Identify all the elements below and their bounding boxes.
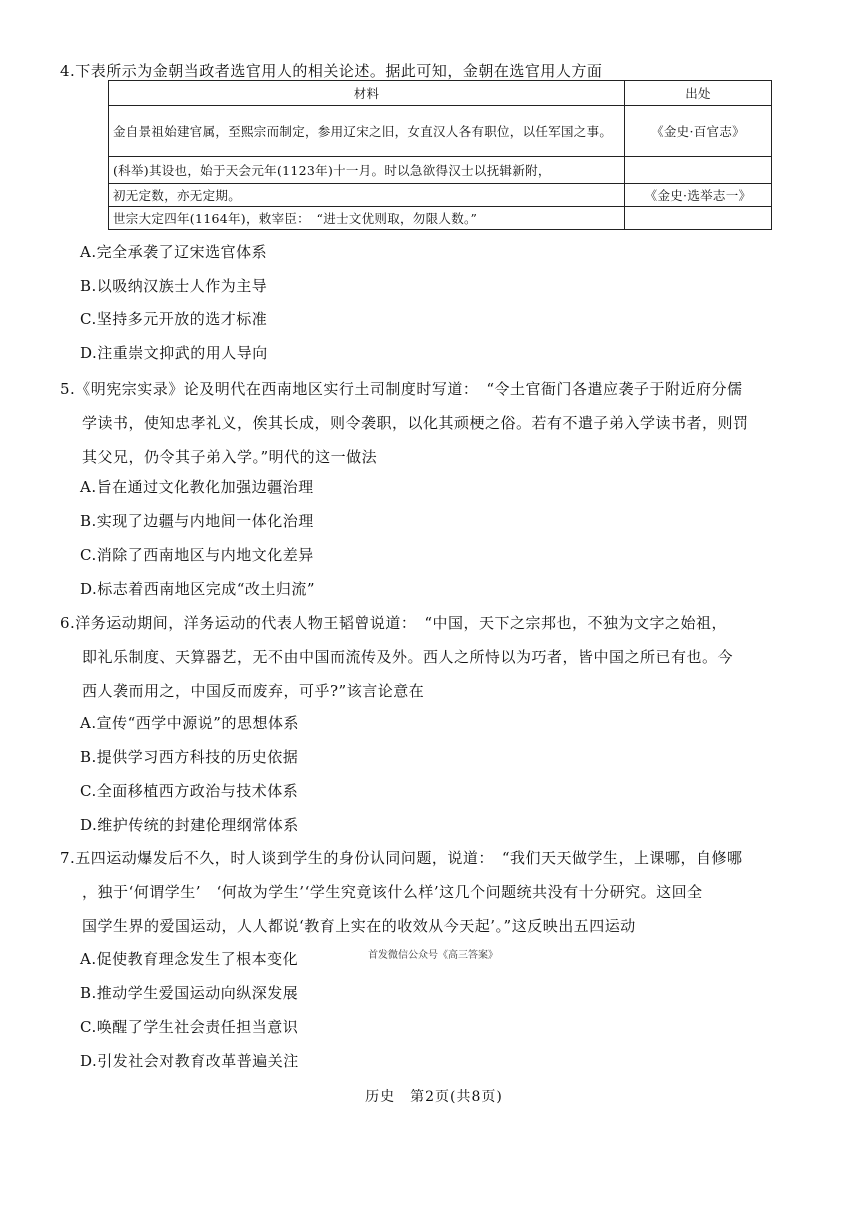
table-cell-material: 初无定数，亦无定期。	[109, 184, 625, 207]
question-5-option-d: D.标志着西南地区完成“改土归流”	[80, 580, 316, 598]
question-7-option-d: D.引发社会对教育改革普遍关注	[80, 1052, 299, 1070]
question-7-line-2: ，独于‘何谓学生’ ‘何故为学生’‘学生究竟该什么样’这几个问题统共没有十分研究。这回全	[82, 883, 703, 901]
table-cell-source: 《金史·百官志》	[625, 106, 772, 157]
watermark-text: 首发微信公众号《高三答案》	[368, 950, 498, 961]
question-7-option-b: B.推动学生爱国运动向纵深发展	[80, 984, 299, 1002]
question-6-option-d: D.维护传统的封建伦理纲常体系	[80, 816, 299, 834]
question-5-line-3: 其父兄，仍令其子弟入学。”明代的这一做法	[82, 448, 378, 466]
table-row	[109, 106, 772, 157]
question-7-option-a: A.促使教育理念发生了根本变化	[80, 950, 299, 968]
table-cell-material: (科举)其设也，始于天会元年(1123年)十一月。时以急欲得汉士以抚辑新附，	[109, 157, 625, 184]
question-5-stem	[60, 372, 820, 474]
question-5-option-a: A.旨在通过文化教化加强边疆治理	[80, 478, 314, 496]
table-cell-source	[625, 207, 772, 230]
question-6-option-c: C.全面移植西方政治与技术体系	[80, 782, 299, 800]
question-6-option-a: A.宣传“西学中源说”的思想体系	[80, 714, 299, 732]
question-4-option-d: D.注重崇文抑武的用人导向	[80, 344, 268, 362]
question-4-option-b: B.以吸纳汉族士人作为主导	[80, 277, 268, 295]
question-5-line-2: 学读书，使知忠孝礼义，俟其长成，则令袭职，以化其顽梗之俗。若有不遣子弟入学读书者，则罚	[82, 414, 749, 432]
table-header-source: 出处	[625, 81, 772, 106]
question-7-line-3: 国学生界的爱国运动，人人都说‘教育上实在的收效从今天起’。”这反映出五四运动	[82, 917, 636, 935]
table-cell-source: 《金史·选举志一》	[625, 184, 772, 207]
question-4-source-table	[108, 80, 772, 230]
question-6-line-2: 即礼乐制度、天算器艺，无不由中国而流传及外。西人之所恃以为巧者，皆中国之所已有也。今	[82, 648, 734, 666]
table-row	[109, 207, 772, 230]
page-footer: 历史 第2页(共8页)	[365, 1089, 503, 1105]
table-row	[109, 184, 772, 207]
question-6-stem	[60, 606, 820, 708]
table-row	[109, 157, 772, 184]
question-6-line-3: 西人袭而用之，中国反而废弃，可乎?”该言论意在	[82, 682, 425, 700]
question-7-line-1: 7.五四运动爆发后不久，时人谈到学生的身份认同问题，说道： “我们天天做学生，上课哪，自修哪	[60, 849, 743, 867]
question-5-option-b: B.实现了边疆与内地间一体化治理	[80, 512, 314, 530]
question-4-stem-text: 4.下表所示为金朝当政者选官用人的相关论述。据此可知，金朝在选官用人方面	[60, 62, 603, 80]
table-cell-material: 世宗大定四年(1164年)，敕宰臣： “进士文优则取，勿限人数。”	[109, 207, 625, 230]
table-header-material: 材料	[109, 81, 625, 106]
question-5-option-c: C.消除了西南地区与内地文化差异	[80, 546, 314, 564]
question-5-line-1: 5.《明宪宗实录》论及明代在西南地区实行土司制度时写道： “令土官衙门各遣应袭子于附近府分儒	[60, 380, 743, 398]
question-4-option-c: C.坚持多元开放的选才标准	[80, 310, 268, 328]
table-cell-material: 金自景祖始建官属，至熙宗而制定，参用辽宋之旧，女直汉人各有职位，以任军国之事。	[109, 106, 625, 157]
question-6-line-1: 6.洋务运动期间，洋务运动的代表人物王韬曾说道： “中国，天下之宗邦也，不独为文字之始祖，	[60, 614, 727, 632]
table-cell-source	[625, 157, 772, 184]
question-6-option-b: B.提供学习西方科技的历史依据	[80, 748, 299, 766]
question-7-option-c: C.唤醒了学生社会责任担当意识	[80, 1018, 299, 1036]
question-4-option-a: A.完全承袭了辽宋选官体系	[80, 243, 268, 261]
question-7-stem	[60, 841, 820, 943]
